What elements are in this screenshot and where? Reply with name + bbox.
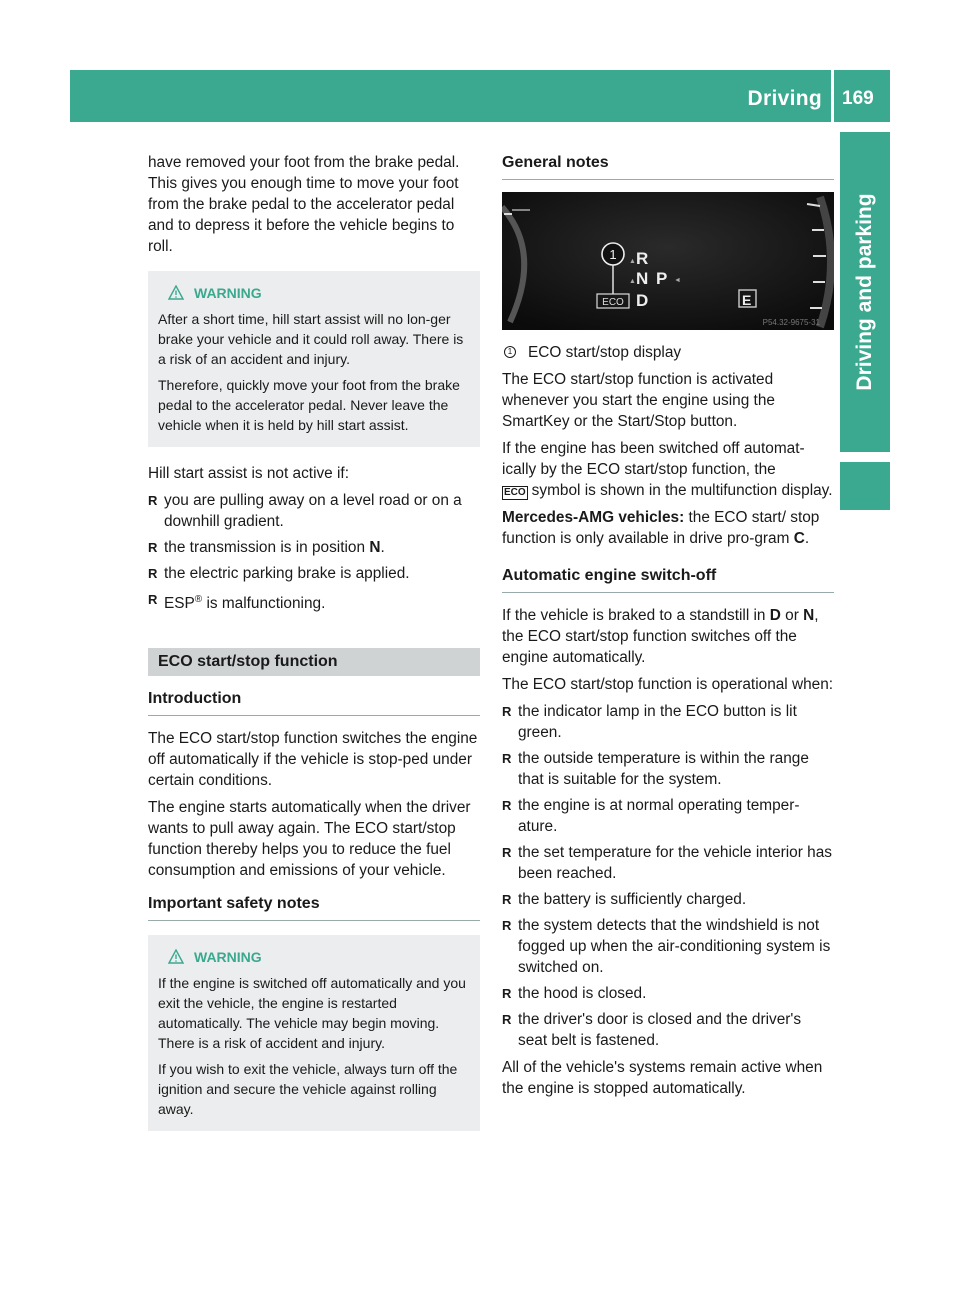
eco-activation-text: The ECO start/stop function is activated whenever you start the engine using the SmartKey or the Start/Stop button. [502, 371, 775, 430]
gear-n-ref: N [803, 607, 815, 624]
warning-text: After a short time, hill start assist will no lon-ger brake your vehicle and it could roll away. There is a risk of an accident and injury. [158, 311, 464, 367]
eco-symbol-icon: ECO [504, 487, 526, 498]
svg-text:▲: ▲ [629, 278, 636, 285]
list-item: R the battery is sufficiently charged. [502, 889, 834, 910]
amg-label: Mercedes-AMG vehicles: [502, 509, 685, 526]
list-item: R the indicator lamp in the ECO button is lit green. [502, 701, 834, 743]
auto-text-a: If the vehicle is braked to a standstill in [502, 607, 770, 624]
esp-label: ESP [164, 595, 195, 613]
auto-switch-off-text [502, 605, 834, 668]
warning-label: WARNING [194, 949, 262, 966]
list-item [148, 537, 480, 558]
list-item-text: the transmission is in position [164, 539, 370, 556]
sub-heading-general: General notes [502, 152, 834, 180]
amg-note [502, 507, 834, 549]
cluster-drawing [502, 192, 834, 330]
header-divider [831, 70, 834, 122]
list-item: R the outside temperature is within the range that is suitable for the system. [502, 748, 834, 790]
figure-reference: P54.32-9675-31 [762, 318, 820, 327]
side-tab-label: Driving and parking [853, 193, 876, 391]
eco-indicator-label: ECO [602, 297, 624, 308]
eco-symbol-text-start: If the engine has been switched off automat-ically by the ECO start/stop function, the [502, 440, 805, 478]
warning-triangle-icon [168, 285, 184, 301]
callout-marker-1-label: 1 [609, 247, 617, 262]
list-item: R the engine is at normal operating temper-ature. [502, 795, 834, 837]
drive-program-c: C [793, 530, 805, 547]
auto-text-or: or [780, 607, 804, 624]
gear-r: R [636, 249, 649, 268]
list-item: R the set temperature for the vehicle interior has been reached. [502, 842, 834, 884]
sub-heading-auto-switch-off: Automatic engine switch-off [502, 565, 834, 593]
amg-end: . [804, 530, 810, 547]
gear-e: E [742, 292, 752, 308]
list-item: R the system detects that the windshield is not fogged up when the air-conditioning system is switched on. [502, 915, 834, 978]
registered-mark: ® [194, 594, 203, 605]
warning-triangle-icon [168, 949, 184, 965]
list-item: R the electric parking brake is applied. [148, 563, 480, 584]
page-number: 169 [842, 88, 874, 109]
left-column [148, 152, 480, 1147]
hill-not-active-intro: Hill start assist is not active if: [148, 465, 349, 482]
intro-text: The engine starts automatically when the driver wants to pull away again. The ECO start/stop function thereby helps you to reduce the fuel consumption and emissions of your vehicle. [148, 799, 471, 880]
instrument-cluster-image [502, 192, 834, 330]
gear-n: N [636, 269, 649, 288]
warning-box-hill-start [148, 271, 480, 447]
gear-d-ref: D [769, 607, 781, 624]
warning-heading [158, 283, 470, 303]
eco-symbol-text-cont [502, 480, 834, 501]
callout-caption [502, 342, 834, 363]
gear-n: N [369, 539, 381, 556]
list-item: R you are pulling away on a level road or on a downhill gradient. [148, 490, 480, 532]
eco-symbol-text-end: symbol is shown in the multifunction display. [531, 482, 833, 499]
page-section-title: Driving [747, 87, 822, 110]
svg-text:◄: ◄ [674, 277, 681, 284]
operational-intro: The ECO start/stop function is operational when: [502, 676, 834, 693]
operational-conditions-list [502, 701, 834, 1051]
esp-rest: is malfunctioning. [202, 595, 326, 613]
list-item: R the hood is closed. [502, 983, 834, 1004]
hill-conditions-list [148, 490, 480, 614]
callout-number: 1 [504, 346, 516, 358]
intro-text: The ECO start/stop function switches the engine off automatically if the vehicle is stop-ped under certain conditions. [148, 730, 478, 790]
warning-label: WARNING [194, 285, 262, 301]
warning-text: If you wish to exit the vehicle, always turn off the ignition and secure the vehicle against rolling away. [158, 1061, 458, 1118]
warning-text: If the engine is switched off automatically and you exit the vehicle, the engine is restarted automatically. The vehicle may begin moving. There is a risk of accident and injury. [158, 975, 466, 1052]
callout-caption-text: ECO start/stop display [528, 344, 682, 361]
side-tab-marker [840, 462, 890, 510]
svg-text:▲: ▲ [629, 258, 636, 265]
gear-p: P [656, 269, 668, 288]
auto-text-b: , the ECO start/stop function switches off the engine automatically. [502, 607, 819, 666]
intro-paragraph: have removed your foot from the brake pedal. This gives you enough time to move your foot from the brake pedal to the accelerator pedal and to depress it before the vehicle begins to roll. [148, 154, 460, 255]
list-item-end: . [380, 539, 385, 556]
warning-heading [158, 947, 470, 967]
eco-symbol-text [502, 438, 834, 480]
sub-heading-safety: Important safety notes [148, 893, 480, 921]
warning-text: Therefore, quickly move your foot from the brake pedal to the accelerator pedal. Never leave the vehicle when it is held by hill start assist. [158, 377, 460, 433]
warning-box-eco [148, 935, 480, 1131]
amg-text: the ECO start/ stop function is only available in drive pro-gram [502, 509, 820, 547]
section-heading-eco: ECO start/stop function [148, 648, 480, 676]
list-item [148, 589, 480, 614]
sub-heading-introduction: Introduction [148, 688, 480, 716]
list-item: R the driver's door is closed and the driver's seat belt is fastened. [502, 1009, 834, 1051]
right-column [502, 152, 834, 1105]
gear-d: D [636, 291, 649, 310]
final-note: All of the vehicle's systems remain active when the engine is stopped automatically. [502, 1059, 823, 1097]
